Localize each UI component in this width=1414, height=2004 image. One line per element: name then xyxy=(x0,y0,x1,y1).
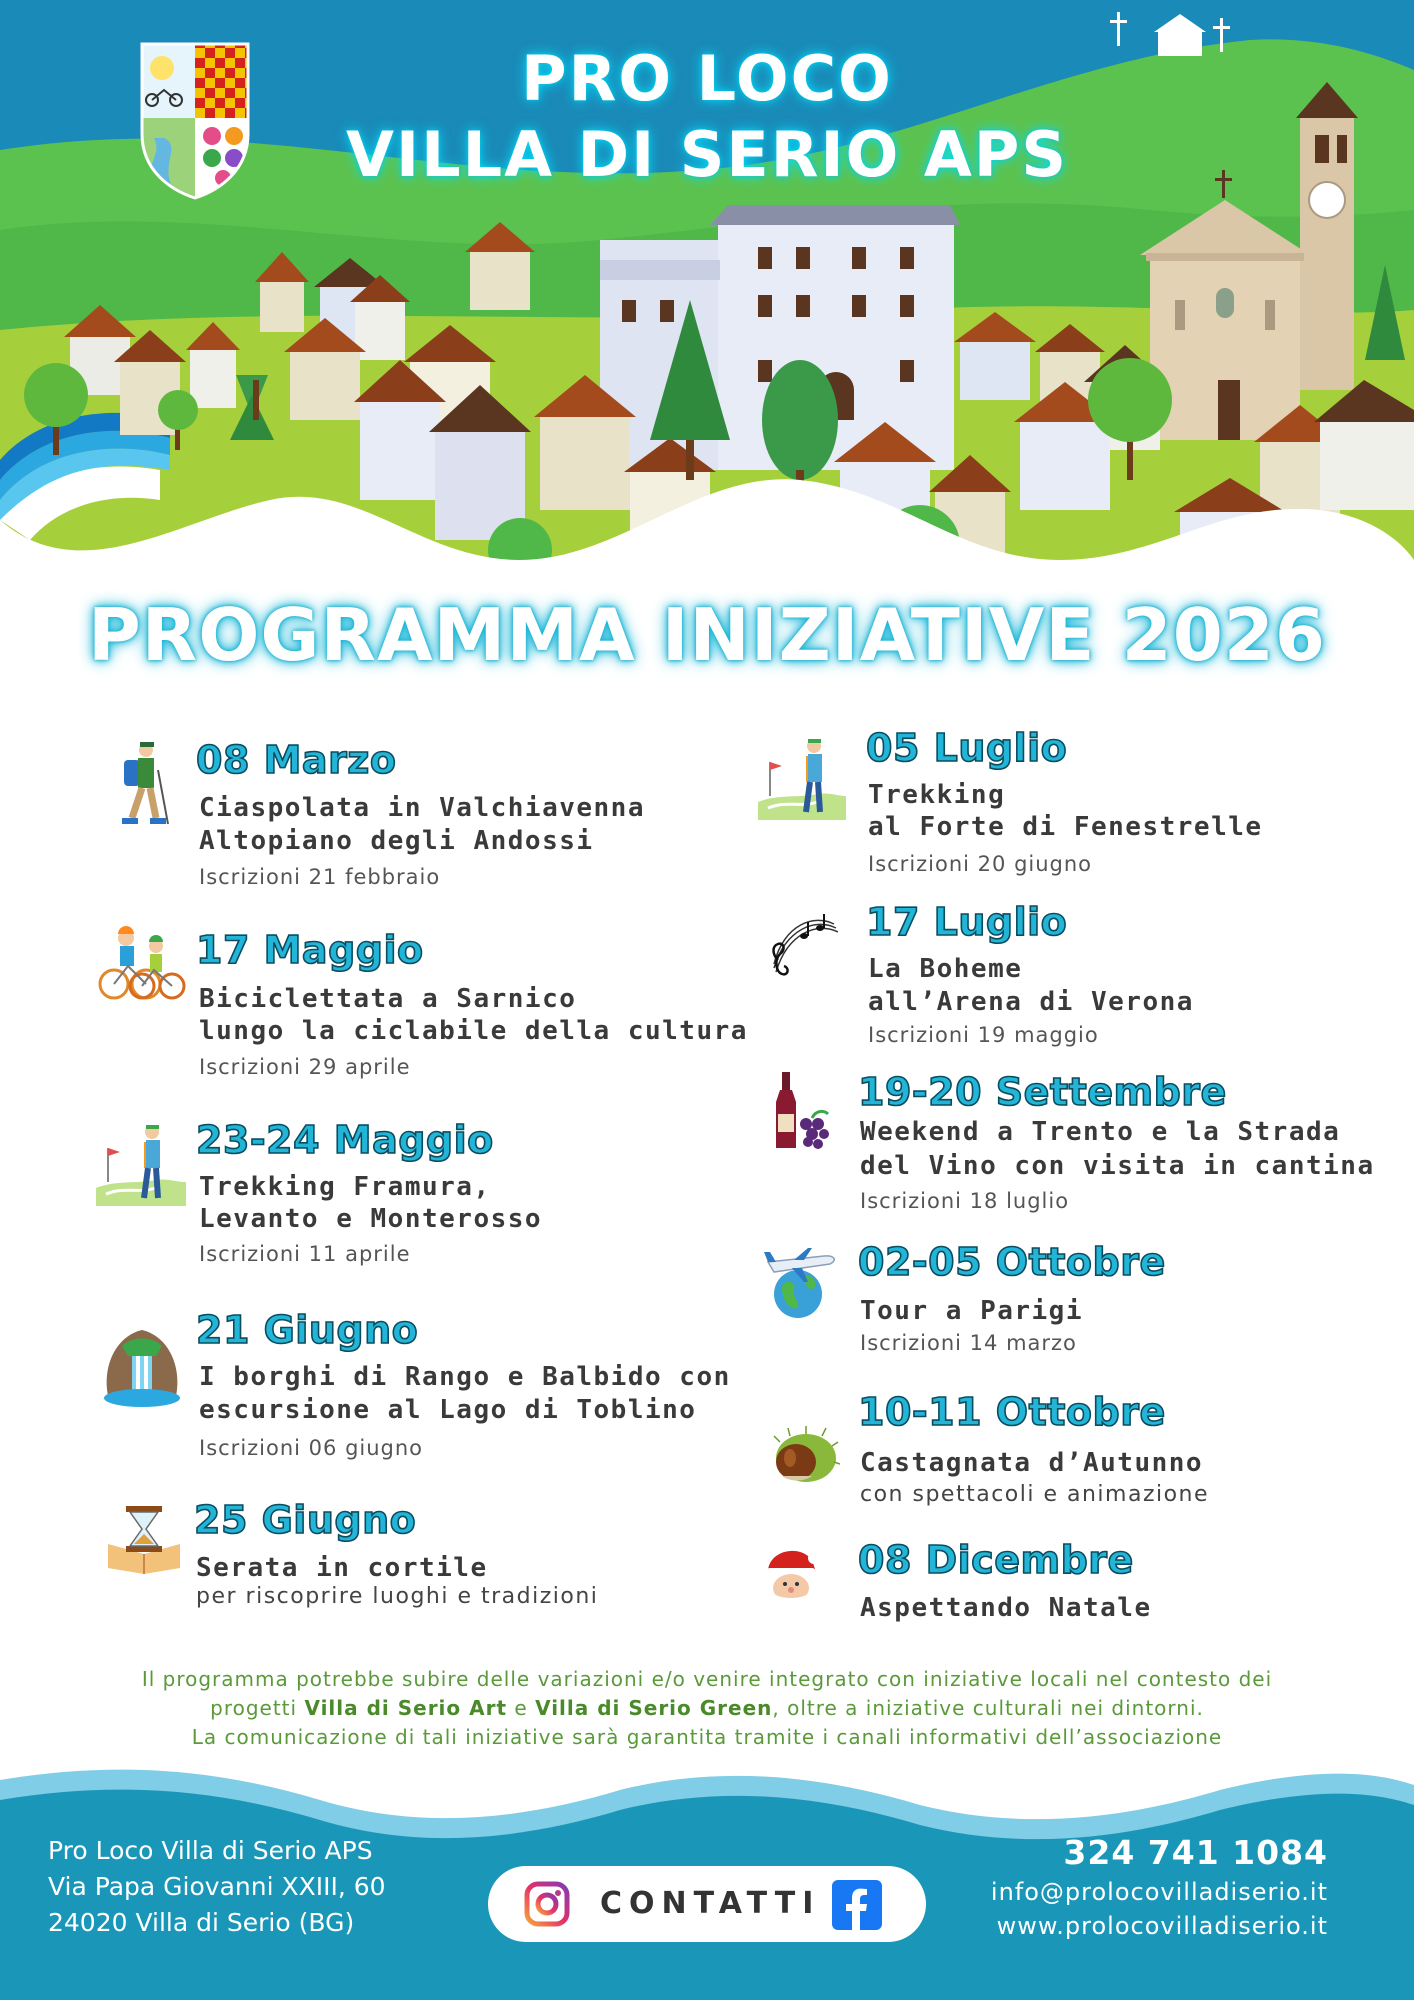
event-description-line2: all’Arena di Verona xyxy=(868,987,1194,1017)
footer-phone[interactable]: 324 741 1084 xyxy=(1063,1833,1328,1872)
registration-note: Iscrizioni 18 luglio xyxy=(860,1189,1070,1213)
event-description-line1: Biciclettata a Sarnico xyxy=(199,984,577,1014)
event-description-line1: Serata in cortile xyxy=(196,1553,488,1583)
event-date: 17 Luglio xyxy=(866,900,1068,944)
event-description-line1: Weekend a Trento e la Strada xyxy=(860,1117,1341,1147)
event-date: 21 Giugno xyxy=(196,1308,419,1352)
event-description-line1: I borghi di Rango e Balbido con xyxy=(199,1362,731,1392)
disclaimer-text: e xyxy=(507,1696,536,1720)
registration-note: Iscrizioni 14 marzo xyxy=(860,1331,1077,1355)
event-date: 19-20 Settembre xyxy=(858,1070,1227,1114)
event-description-line2: Levanto e Monterosso xyxy=(199,1204,543,1234)
event-description-line1: Castagnata d’Autunno xyxy=(860,1448,1204,1478)
event-subtitle: con spettacoli e animazione xyxy=(860,1482,1210,1507)
event-date: 10-11 Ottobre xyxy=(858,1390,1166,1434)
project-art-name: Villa di Serio Art xyxy=(304,1696,508,1720)
trekking-icon xyxy=(758,736,846,820)
event-description-line1: Tour a Parigi xyxy=(860,1296,1083,1326)
event-description-line1: La Boheme xyxy=(868,954,1023,984)
disclaimer-text: , oltre a iniziative culturali nei dintorni. xyxy=(772,1696,1204,1720)
wine-icon xyxy=(768,1070,832,1150)
santa-icon xyxy=(760,1544,822,1616)
org-name-line2: VILLA DI SERIO APS xyxy=(346,118,1068,191)
instagram-icon[interactable] xyxy=(524,1881,570,1927)
registration-note: Iscrizioni 06 giugno xyxy=(199,1436,424,1460)
event-date: 23-24 Maggio xyxy=(196,1118,494,1162)
project-green-name: Villa di Serio Green xyxy=(535,1696,773,1720)
event-description-line1: Trekking Framura, xyxy=(199,1172,491,1202)
registration-note: Iscrizioni 11 aprile xyxy=(199,1242,411,1266)
event-date: 25 Giugno xyxy=(194,1498,417,1542)
event-description-line2: al Forte di Fenestrelle xyxy=(868,812,1263,842)
event-subtitle: per riscoprire luoghi e tradizioni xyxy=(196,1584,599,1609)
chestnut-icon xyxy=(760,1422,840,1488)
program-title: PROGRAMMA INIZIATIVE 2026 xyxy=(88,593,1326,677)
disclaimer-line3: La comunicazione di tali iniziative sarà garantita tramite i canali informativi dell’associazione xyxy=(191,1725,1223,1749)
event-description-line2: Altopiano degli Andossi xyxy=(199,826,594,856)
disclaimer-line2 xyxy=(40,1694,1374,1723)
waterfall-icon xyxy=(102,1326,182,1410)
facebook-icon[interactable] xyxy=(832,1880,882,1930)
event-date: 17 Maggio xyxy=(196,928,424,972)
airplane-globe-icon xyxy=(764,1248,840,1320)
disclaimer-text: progetti xyxy=(210,1696,305,1720)
event-description-line1: Ciaspolata in Valchiavenna xyxy=(199,793,645,823)
footer-address-street: Via Papa Giovanni XXIII, 60 xyxy=(48,1872,386,1901)
footer-email[interactable]: info@prolocovilladiserio.it xyxy=(990,1878,1328,1906)
contacts-label: CONTATTI xyxy=(600,1886,821,1921)
event-description-line2: del Vino con visita in cantina xyxy=(860,1151,1375,1181)
registration-note: Iscrizioni 20 giugno xyxy=(868,852,1093,876)
footer-address-city: 24020 Villa di Serio (BG) xyxy=(48,1908,355,1937)
event-date: 08 Marzo xyxy=(196,738,397,782)
event-description-line1: Aspettando Natale xyxy=(860,1593,1152,1623)
hourglass-book-icon xyxy=(104,1504,184,1574)
footer-address-name: Pro Loco Villa di Serio APS xyxy=(48,1836,373,1865)
event-date: 02-05 Ottobre xyxy=(858,1240,1166,1284)
event-description-line2: lungo la ciclabile della cultura xyxy=(199,1016,748,1046)
contacts-pill[interactable] xyxy=(488,1866,926,1942)
footer-website[interactable]: www.prolocovilladiserio.it xyxy=(996,1912,1328,1940)
disclaimer-line1: Il programma potrebbe subire delle variazioni e/o venire integrato con iniziative locali nel contesto dei xyxy=(141,1667,1273,1691)
event-description-line2: escursione al Lago di Toblino xyxy=(199,1395,697,1425)
hiker-icon xyxy=(108,740,182,814)
event-date: 05 Luglio xyxy=(866,726,1068,770)
event-description-line1: Trekking xyxy=(868,780,1006,810)
org-name-line1: PRO LOCO xyxy=(521,42,893,115)
registration-note: Iscrizioni 29 aprile xyxy=(199,1055,411,1079)
registration-note: Iscrizioni 19 maggio xyxy=(868,1023,1099,1047)
registration-note: Iscrizioni 21 febbraio xyxy=(199,865,441,889)
program-disclaimer xyxy=(40,1665,1374,1752)
event-date: 08 Dicembre xyxy=(858,1538,1134,1582)
music-notes-icon xyxy=(764,904,838,984)
trekking-icon xyxy=(96,1122,186,1206)
bicycle-icon xyxy=(96,924,188,998)
